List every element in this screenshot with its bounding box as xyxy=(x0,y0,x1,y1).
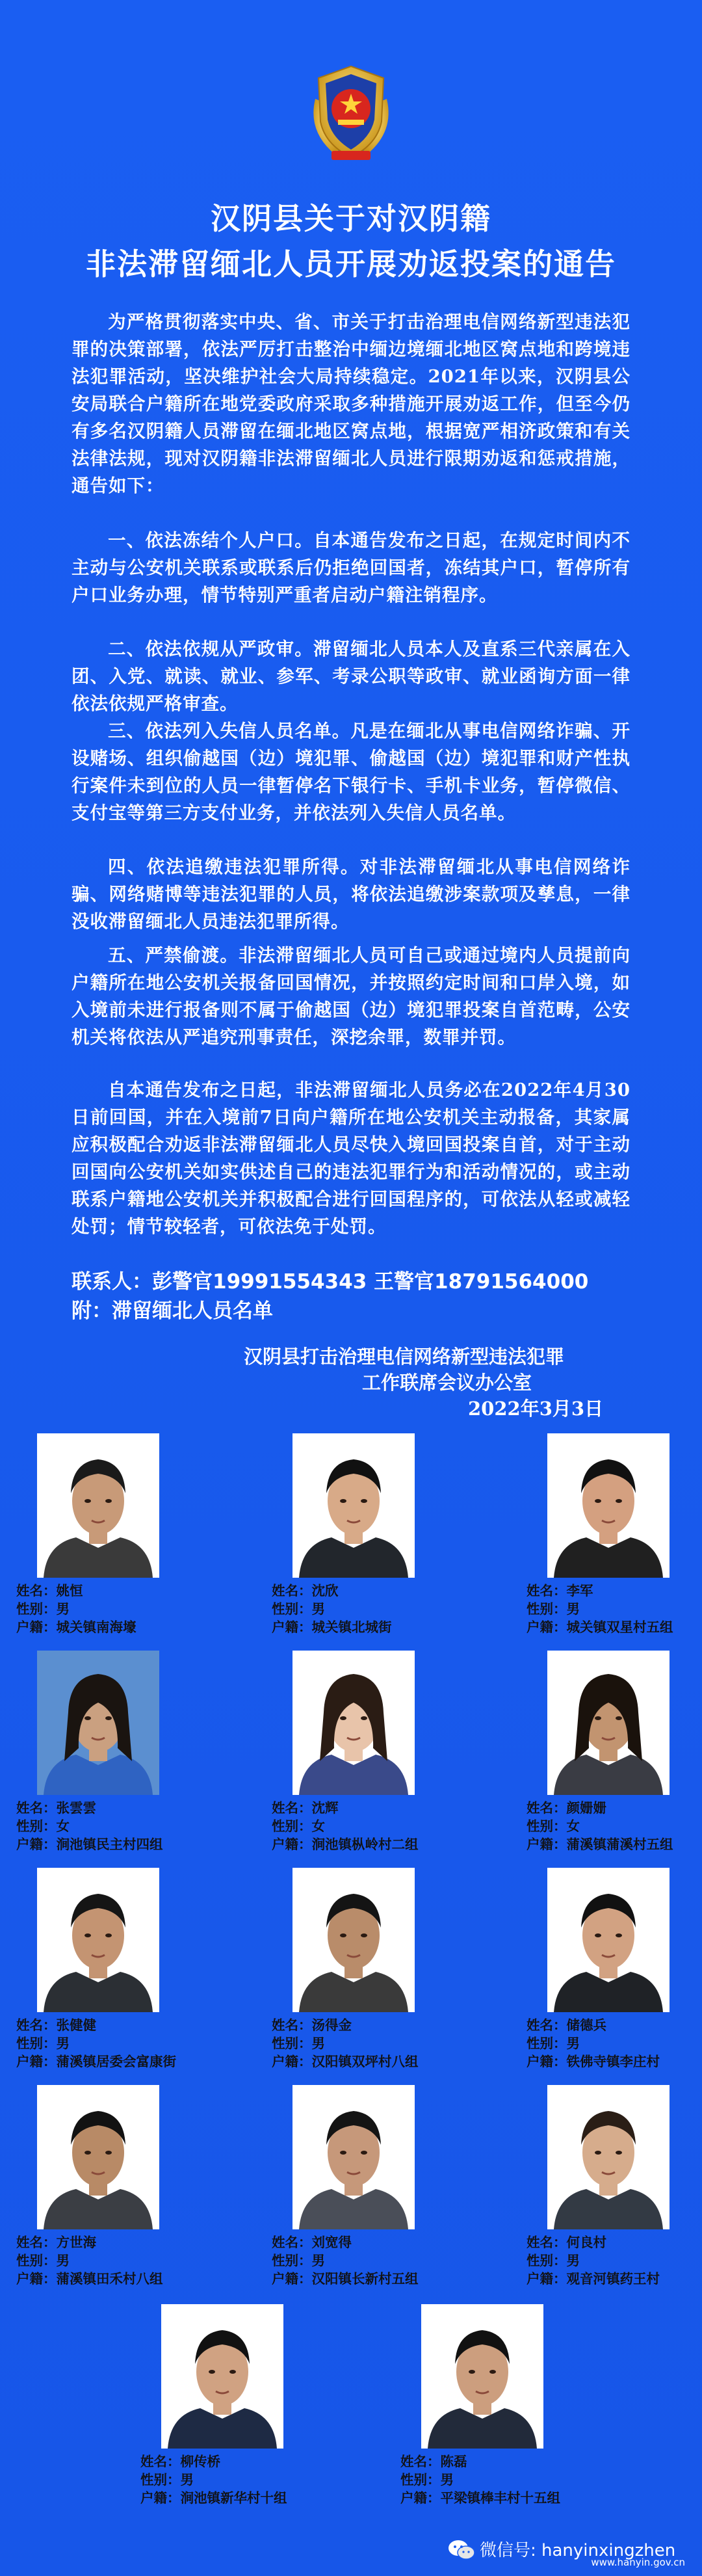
person-photo xyxy=(37,1651,159,1795)
portrait-image xyxy=(37,1651,159,1795)
person-hukou: 户籍：涧池镇新华村十组 xyxy=(140,2490,287,2506)
person-name: 姓名：沈欣 xyxy=(272,1583,339,1599)
person-gender: 性别：男 xyxy=(526,1601,580,1617)
contact-line: 联系人：彭警官19991554343 王警官18791564000 xyxy=(72,1270,589,1294)
person-hukou: 户籍：蒲溪镇居委会富康街 xyxy=(16,2054,176,2069)
person-hukou: 户籍：涧池镇枞岭村二组 xyxy=(272,1837,419,1852)
measure-3-paragraph: 三、依法列入失信人员名单。凡是在缅北从事电信网络诈骗、开设赌场、组织偷越国（边）境犯罪、偷越国（边）境犯罪和财产性执行案件未到位的人员一律暂停名下银行卡、手机卡业务，暂停微信、支付宝等第三方支付业务，并依法列入失信人员名单。 xyxy=(72,721,630,823)
measure-5-paragraph: 五、严禁偷渡。非法滞留缅北人员可自己或通过境内人员提前向户籍所在地公安机关报备回国情况，并按照约定时间和口岸入境，如入境前未进行报备则不属于偷越国（边）境犯罪投案自首范畴，公安机关将依法从严追究刑事责任，深挖余罪，数罪并罚。 xyxy=(72,945,630,1048)
person-hukou: 户籍：蒲溪镇田禾村八组 xyxy=(16,2271,163,2287)
wechat-id-text: 微信号: hanyinxingzhen xyxy=(480,2541,676,2560)
signature-office-line2: 工作联席会议办公室 xyxy=(362,1372,532,1394)
person-gender: 性别：男 xyxy=(272,2036,325,2051)
person-name: 姓名：储德兵 xyxy=(526,2017,606,2033)
person-name: 姓名：汤得金 xyxy=(272,2017,352,2033)
person-photo xyxy=(292,1868,415,2012)
portrait-image xyxy=(292,1868,415,2012)
person-gender: 性别：男 xyxy=(140,2472,194,2488)
police-emblem-icon xyxy=(296,60,406,170)
person-hukou: 户籍：涧池镇民主村四组 xyxy=(16,1837,163,1852)
person-hukou: 户籍：汉阳镇长新村五组 xyxy=(272,2271,419,2287)
person-hukou: 户籍：城关镇北城街 xyxy=(272,1619,392,1635)
person-gender: 性别：男 xyxy=(16,2253,70,2268)
person-hukou: 户籍：观音河镇药王村 xyxy=(526,2271,660,2287)
website-url: www.hanyin.gov.cn xyxy=(591,2556,685,2568)
person-hukou: 户籍：城关镇南海壕 xyxy=(16,1619,136,1635)
person-gender: 性别：男 xyxy=(526,2036,580,2051)
portrait-image xyxy=(292,1651,415,1795)
signature-office-line1: 汉阴县打击治理电信网络新型违法犯罪 xyxy=(244,1346,565,1368)
person-gender: 性别：男 xyxy=(16,1601,70,1617)
person-hukou: 户籍：蒲溪镇蒲溪村五组 xyxy=(526,1837,673,1852)
person-name: 姓名：张健健 xyxy=(16,2017,96,2033)
person-gender: 性别：男 xyxy=(526,2253,580,2268)
portrait-image xyxy=(547,1433,670,1578)
person-photo xyxy=(292,1651,415,1795)
portrait-image xyxy=(37,2085,159,2229)
person-photo xyxy=(37,1433,159,1578)
portrait-image xyxy=(547,1651,670,1795)
person-name: 姓名：方世海 xyxy=(16,2235,96,2250)
portrait-image xyxy=(547,1868,670,2012)
measure-4-paragraph: 四、依法追缴违法犯罪所得。对非法滞留缅北从事电信网络诈骗、网络赌博等违法犯罪的人员，将依法追缴涉案款项及孳息，一律没收滞留缅北人员违法犯罪所得。 xyxy=(72,856,630,932)
person-name: 姓名：陈磊 xyxy=(400,2454,467,2469)
measure-2-paragraph: 二、依法依规从严政审。滞留缅北人员本人及直系三代亲属在入团、入党、就读、就业、参军、考录公职等政审、就业函询方面一律依法依规严格审查。 xyxy=(72,639,630,714)
person-gender: 性别：男 xyxy=(272,1601,325,1617)
person-name: 姓名：颜姗姗 xyxy=(526,1800,606,1816)
signature-date: 2022年3月3日 xyxy=(468,1398,604,1420)
person-name: 姓名：何良村 xyxy=(526,2235,606,2250)
person-photo xyxy=(37,2085,159,2229)
person-photo xyxy=(292,1433,415,1578)
portrait-image xyxy=(37,1868,159,2012)
person-photo xyxy=(37,1868,159,2012)
person-photo xyxy=(547,1868,670,2012)
attachment-line: 附：滞留缅北人员名单 xyxy=(72,1299,273,1323)
person-hukou: 户籍：铁佛寺镇李庄村 xyxy=(526,2054,660,2069)
person-gender: 性别：男 xyxy=(272,2253,325,2268)
person-gender: 性别：男 xyxy=(400,2472,454,2488)
person-photo xyxy=(547,1651,670,1795)
person-name: 姓名：姚恒 xyxy=(16,1583,83,1599)
portrait-image xyxy=(547,2085,670,2229)
portrait-image xyxy=(421,2304,543,2449)
person-photo xyxy=(547,2085,670,2229)
person-photo xyxy=(421,2304,543,2449)
person-name: 姓名：柳传桥 xyxy=(140,2454,220,2469)
person-hukou: 户籍：平梁镇棒丰村十五组 xyxy=(400,2490,560,2506)
notice-title-line1: 汉阴县关于对汉阴籍 xyxy=(211,201,491,236)
intro-paragraph: 为严格贯彻落实中央、省、市关于打击治理电信网络新型违法犯罪的决策部署，依法严厉打击整治中缅边境缅北地区窝点地和跨境违法犯罪活动，坚决维护社会大局持续稳定。2021年以来，汉阴县公安局联合户籍所在地党委政府采取多种措施开展劝返工作，但至今仍有多名汉阴籍人员滞留在缅北地区窝点地，根据宽严相济政策和有关法律法规，现对汉阴籍非法滞留缅北人员进行限期劝返和惩戒措施，通告如下： xyxy=(72,312,630,496)
portrait-image xyxy=(292,2085,415,2229)
wechat-watermark xyxy=(442,2536,689,2567)
portrait-image xyxy=(292,1433,415,1578)
person-gender: 性别：女 xyxy=(272,1818,325,1834)
person-gender: 性别：女 xyxy=(526,1818,580,1834)
person-photo xyxy=(161,2304,283,2449)
person-gender: 性别：女 xyxy=(16,1818,70,1834)
person-photo xyxy=(547,1433,670,1578)
portrait-image xyxy=(161,2304,283,2449)
deadline-paragraph: 自本通告发布之日起，非法滞留缅北人员务必在2022年4月30日前回国，并在入境前7日向户籍所在地公安机关主动报备，其家属应积极配合劝返非法滞留缅北人员尽快入境回国投案自首，对于主动回国向公安机关如实供述自己的违法犯罪行为和活动情况的，或主动联系户籍地公安机关并积极配合进行回国程序的，可依法从轻或减轻处罚；情节较轻者，可依法免于处罚。 xyxy=(72,1080,630,1237)
wechat-icon xyxy=(447,2538,476,2562)
person-name: 姓名：刘宽得 xyxy=(272,2235,352,2250)
person-name: 姓名：李军 xyxy=(526,1583,593,1599)
person-gender: 性别：男 xyxy=(16,2036,70,2051)
person-hukou: 户籍：城关镇双星村五组 xyxy=(526,1619,673,1635)
person-hukou: 户籍：汉阳镇双坪村八组 xyxy=(272,2054,419,2069)
person-photo xyxy=(292,2085,415,2229)
portrait-image xyxy=(37,1433,159,1578)
notice-title-line2: 非法滞留缅北人员开展劝返投案的通告 xyxy=(86,246,616,282)
person-name: 姓名：沈辉 xyxy=(272,1800,339,1816)
person-name: 姓名：张雲雲 xyxy=(16,1800,96,1816)
measure-1-paragraph: 一、依法冻结个人户口。自本通告发布之日起，在规定时间内不主动与公安机关联系或联系后仍拒绝回国者，冻结其户口，暂停所有户口业务办理，情节特别严重者启动户籍注销程序。 xyxy=(72,530,630,605)
